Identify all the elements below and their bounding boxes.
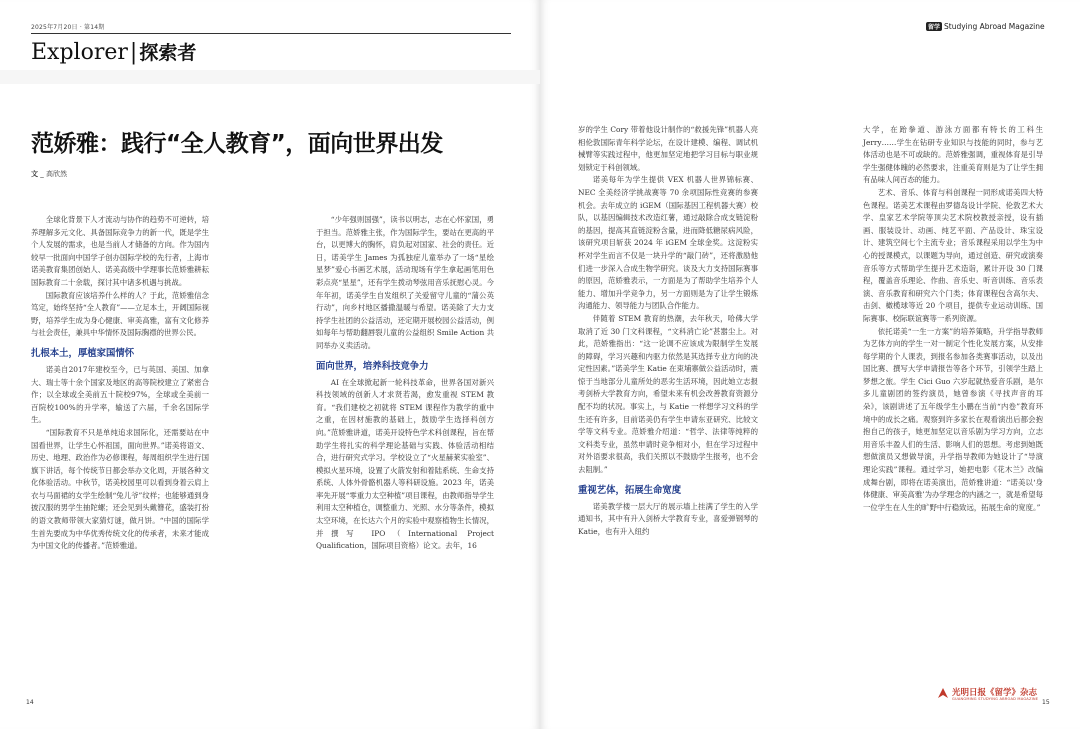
subheading: 面向世界，培养科技竞争力 (316, 360, 429, 372)
paragraph: 诺美教学楼一层大厅的展示墙上挂满了学生的入学通知书，其中有升入剑桥大学教育专业，喜爱弹钢琴的 Katie，也有升入纽约 (578, 501, 758, 536)
paragraph: 伴随着 STEM 教育的热潮，去年秋天，哈佛大学取消了近 30 门文科课程，“文科消亡论”甚嚣尘上。对此，范娇雅指出：“这一论调不应该成为限制学生发展的障碍，学习兴趣和内驱力依然是其选择专业方向的决定性因素。”诺美学生 Katie 在束埔寨做公益活动时，震惊于当地部分儿童所处的恶劣生活环境，因此她立志报考剑桥大学教育方向，希望未来有机会改善教育资源分配不均的状况。事实上，与 Katie 一样想学习文科的学生还有许多，目前诺美仍有学生申请东亚研究、比较文学等文科专业。范娇雅介绍道：“哲学、法律等纯粹的文科类专业，虽然申请时竞争相对小，但在学习过程中对外语要求很高，我们关照以不鼓励学生报考，也不会去阻制。” (578, 313, 758, 475)
page-number-right: 15 (1042, 699, 1050, 706)
magazine-logo-name: 光明日报《留学》杂志 (952, 688, 1038, 698)
paragraph: “少年强则国强”，读书以明志，志在心怀家国，勇于担当。范娇雅主张，作为国际学生，要站在更高的平台，以更博大的胸怀，肩负起对国家、社会的责任。近日，诺美学生 James 为孤独症儿童举办了一场“星绘星梦”爱心书画艺术展，活动现场有学生拿起画笔用色彩点亮“星星”，还有学生拨动琴弦用音乐抚慰心灵。今年年初，诺美学生自发组织了关爱留守儿童的“蒲公英行动”，向乡村地区播撒温暖与希望。诺美除了大力支持学生社团的公益活动，还定期开展校园公益活动，例如每年与帮助翻唇裂儿童的公益组织 Smile Action 共同举办义卖活动。 (316, 215, 494, 350)
subheading: 重视艺体，拓展生命宽度 (578, 484, 682, 496)
paragraph: 艺术、音乐、体育与科创课程一同形成诺美四大特色课程。诺美艺术课程由罗德岛设计学院、伦敦艺术大学、皇家艺术学院等顶尖艺术院校教授亲授，设有插画、服装设计、动画、纯艺平面、产品设计、珠宝设计、建筑空间七个主流专业；音乐课程采用以学生为中心的授课模式，以课题为导向，通过创造、研究或演奏音乐等方式帮助学生提升艺术造诣，累计开设 30 门课程，覆盖音乐理论、作曲、音乐史、听音训练、音乐表演、音乐教育和研究六个门类；体育课程包含高尔夫、击剑、橄榄球等近 20 个项目，提供专业运动训练、国际赛事、校际联谊赛等一系列资源。 (863, 187, 1043, 323)
text-column-2 (316, 214, 494, 553)
paragraph: 大学，在跆拳道、游泳方面都有特长的工科生 Jerry……学生在钻研专业知识与技能的同时，参与艺体活动也是不可或缺的。范娇雅强调，重视体育是引导学生强健体魄的必然要求，注重美育则是为了让学生拥有品味人间百态的能力。 (863, 125, 1043, 185)
magazine-name: Studying Abroad Magazine (944, 22, 1045, 31)
text-column-3 (578, 124, 758, 538)
magazine-logo-top (926, 22, 1045, 31)
header-rule (31, 33, 511, 34)
byline-label: 文 (31, 170, 38, 178)
paragraph: 岁的学生 Cory 带着他设计制作的“救援先锋”机器人亮相伦敦国际青年科学论坛，在设计建模、编程、调试机械臂等实践过程中，他更加坚定地把学习目标与职业规划锁定于科创领域。 (578, 125, 758, 172)
paragraph: 全球化背景下人才流动与协作的趋势不可逆转，培养理解多元文化、具备国际竞争力的新一代，既是学生个人发展的需求，也是当前人才储备的方向。作为国内较早一批面向中国学子创办国际学校的先行者，上海市诺美教育集团创始人、诺美高级中学理事长范娇雅耕耘国际教育二十余载，探讨其中诸多机遇与挑战。 (31, 215, 209, 287)
paragraph: “国际教育不只是单纯追求国际化，还需要站在中国看世界，让学生心怀祖国，面向世界。”诺美将语文、历史、地理、政治作为必修课程，每周组织学生进行国旗下讲话，每个传统节日都会举办文化周，开展各种文化体验活动。中秋节，诺美校园里可以看到身着云肩上衣与马面裙的女学生绘制“兔儿爷”纹样；也能够通到身披汉服的男学生抽陀螺；还会见到头戴簪花，盛装打扮的语文教师带领大家猜灯谜，做月饼。“中国的国际学生首先要成为中华优秀传统文化的传承者，未来才能成为中国文化的传播者。”范娇雅道。 (31, 427, 209, 551)
subheading: 扎根本土，厚植家国情怀 (31, 347, 135, 359)
issue-meta: 2025年7月20日 · 第14期 (31, 24, 105, 31)
section-title-separator: | (129, 40, 138, 65)
section-title-cn: 探索者 (139, 42, 197, 64)
paragraph: 诺美每年为学生提供 VEX 机器人世界锦标赛、NEC 全美经济学挑战赛等 70 余项国际性竞赛的参赛机会。去年成立的 iGEM（国际基因工程机器大赛）校队，以基因编辑技术改造红薯，通过敲除合成支链淀粉的基因，提高其直链淀粉含量，进而降低糖尿病风险，该研究项目斩获 2024 年 iGEM 全球金奖。这淀粉实杯对学生而言不仅是一块升学的“敲门砖”，还将激励他们进一步深入合成生物学研究。谈及大力支持国际赛事的原因，范娇雅表示，一方面是为了帮助学生培养个人能力、增加升学竞争力，另一方面则是为了让学生锻炼沟通能力、领导能力与团队合作能力。 (578, 175, 758, 311)
byline-separator: _ (40, 170, 44, 178)
byline (31, 169, 67, 179)
text-column-1 (31, 214, 209, 553)
section-title (31, 38, 196, 65)
magazine-logo-bottom (937, 686, 1037, 708)
text-column-4 (863, 124, 1043, 514)
brand-mark-icon (937, 687, 949, 699)
magazine-logo-subtitle: GUANGMING STUDYING ABROAD MAGAZINE (952, 697, 1039, 701)
magazine-badge: 留学 (928, 24, 941, 31)
paragraph: AI 在全球掀起新一轮科技革命，世界各国对新兴科技领域的创新人才求贤若渴，愈发重视 STEM 教育。“我们建校之初就将 STEM 课程作为教学的重中之重，在因材施教的基础上，鼓励学生选择科创方向。”范娇雅讲道，诺美开设特色学术科创课程，旨在帮助学生将扎实的科学理论基础与实践、体验活动相结合，进行研究式学习。学校设立了“火星赫莱实验室”、模拟火星环境，设置了火箭发射和着陆系统、生命支持系统、人体外骨骼机器人等科研设施。2023 年，诺美率先开展“零重力太空种植”项目课程，由教师指导学生利用太空种植仓，调整重力、光照、水分等条件，模拟太空环境，在长达六个月的实验中观察植物生长情况，并撰写 IPO（International Project Qualification，国际项目资格）论文。去年，16 (316, 377, 494, 551)
section-title-en: Explorer (31, 40, 128, 65)
paragraph: 依托诺美“一生一方案”的培养策略，升学指导教师为艺体方向的学生一对一制定个性化发展方案，从安排每学期的个人课表，到报名参加各类赛事活动，以及出国比赛、撰写大学申请报告等各个环节，引领学生踏上梦想之旅。学生 Cici Guo 六岁起就热爱音乐剧，是尔多儿童剧团的签约演员，她曾参演《寻找声音的耳朵》，该剧讲述了五年级学生小鹏在当前“内卷”教育环境中的成长之痛。观察到许多家长在观看演出后都会抱抱自己的孩子，她更加坚定以音乐剧为学习方向，立志用音乐丰盈人们的生活、影响人们的思想。考虑到她既想做演员又想做导演，升学指导教师为她设计了“导演理论实践”课程。通过学习，她把电影《花木兰》改编成舞台剧，即将在诺美演出，范娇雅讲道：“诺美以‘身体健康、审美高雅’为办学理念的内涵之一，就是希望每一位学生在人生的旷野中行稳致远，拓展生命的宽度。” (863, 326, 1043, 512)
byline-author: 高欣然 (45, 170, 67, 178)
paragraph: 国际教育应该培养什么样的人？于此，范娇雅信念笃定，始终坚持“全人教育”——立足本土，开阔国际视野，培养学生成为身心健康、审美高雅，富有文化修养与社会责任，兼具中华情怀及国际胸襟的世界公民。 (31, 290, 209, 338)
article-title: 范娇雅：践行“全人教育”，面向世界出发 (31, 131, 443, 157)
header-band (0, 70, 540, 84)
page-number-left: 14 (26, 699, 34, 706)
paragraph: 诺美自2017年建校至今，已与英国、美国、加拿大、瑞士等十余个国家及地区的高等院校建立了紧密合作；以全球或全美前五十院校97%，全球或全美前一百院校100%的升学率，输送了六届，千余名国际学生。 (31, 364, 209, 425)
